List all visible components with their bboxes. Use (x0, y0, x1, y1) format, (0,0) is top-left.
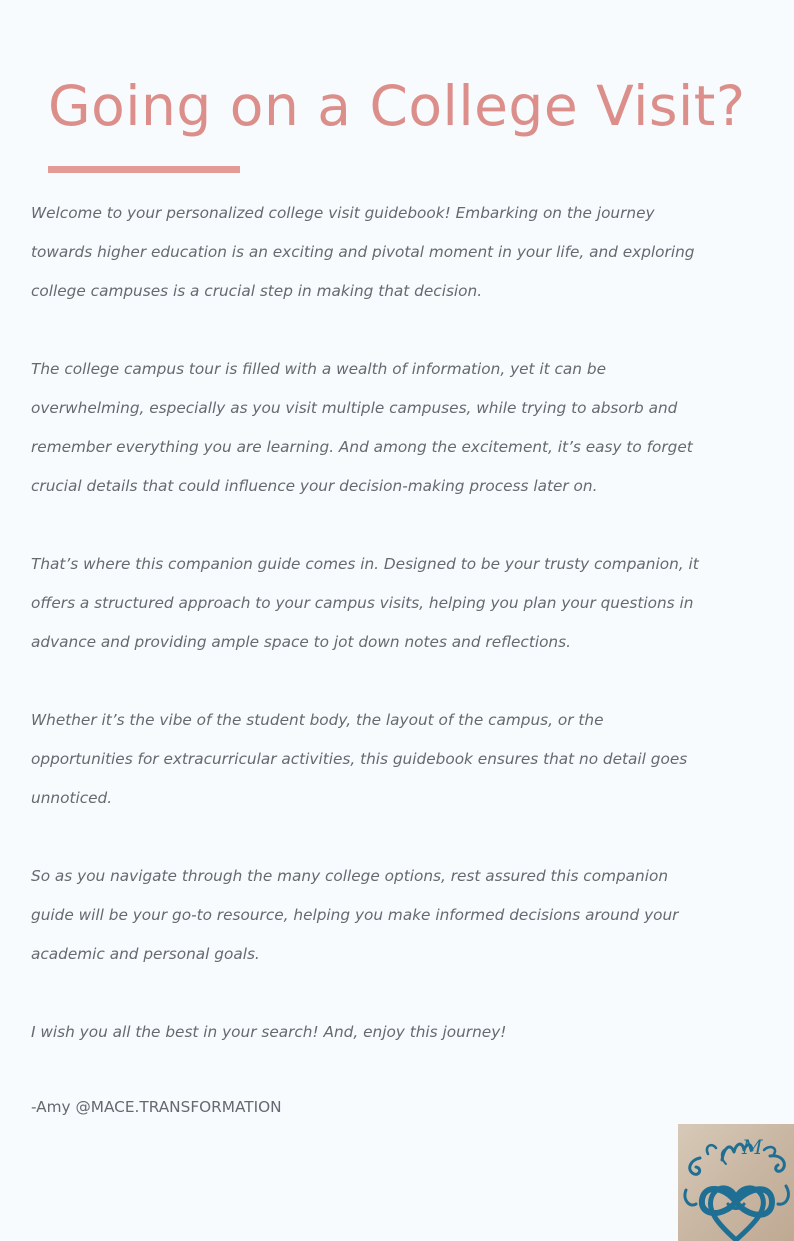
text-line: advance and providing ample space to jot down notes and reflections. (31, 633, 571, 651)
text-line: unnoticed. (31, 789, 113, 807)
paragraph-resource (31, 857, 771, 974)
text-line: Whether it’s the vibe of the student body, the layout of the campus, or the (31, 711, 604, 729)
text-line: towards higher education is an exciting and pivotal moment in your life, and exploring (31, 243, 695, 261)
page-title: Going on a College Visit? (48, 74, 746, 138)
paragraph-welcome (31, 194, 771, 311)
text-line: That’s where this companion guide comes in. Designed to be your trusty companion, it (31, 555, 699, 573)
text-line: The college campus tour is filled with a wealth of information, yet it can be (31, 360, 606, 378)
logo-letter: M (742, 1135, 763, 1159)
letter-body (31, 194, 771, 1052)
text-line: college campuses is a crucial step in making that decision. (31, 282, 483, 300)
text-line: overwhelming, especially as you visit multiple campuses, while trying to absorb and (31, 399, 678, 417)
text-line: opportunities for extracurricular activities, this guidebook ensures that no detail goes (31, 750, 688, 768)
logo-graphic (678, 1124, 794, 1241)
paragraph-closing (31, 1013, 771, 1052)
text-line: I wish you all the best in your search! And, enjoy this journey! (31, 1023, 507, 1041)
signature: -Amy @MACE.TRANSFORMATION (31, 1098, 282, 1116)
text-line: academic and personal goals. (31, 945, 260, 963)
paragraph-details (31, 701, 771, 818)
paragraph-campus-tour (31, 350, 771, 506)
paragraph-companion-guide (31, 545, 771, 662)
text-line: crucial details that could influence your decision-making process later on. (31, 477, 598, 495)
text-line: remember everything you are learning. And among the excitement, it’s easy to forget (31, 438, 693, 456)
text-line: Welcome to your personalized college visit guidebook! Embarking on the journey (31, 204, 655, 222)
text-line: offers a structured approach to your campus visits, helping you plan your questions in (31, 594, 694, 612)
text-line: So as you navigate through the many college options, rest assured this companion (31, 867, 669, 885)
infinity-heart-logo-icon (678, 1124, 794, 1241)
text-line: guide will be your go-to resource, helping you make informed decisions around your (31, 906, 679, 924)
title-underline (48, 166, 240, 173)
